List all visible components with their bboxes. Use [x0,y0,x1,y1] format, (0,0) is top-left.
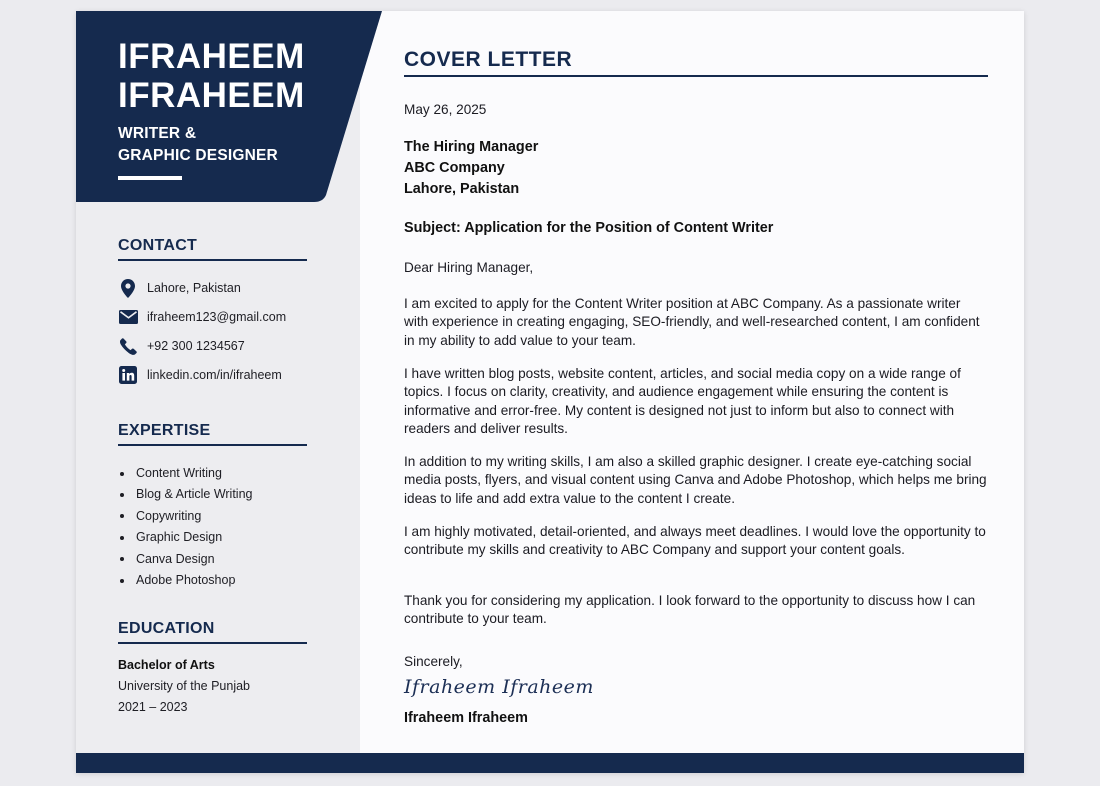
paragraph: I am highly motivated, detail-oriented, and always meet deadlines. I would love the opportunity to contribute my skills and creativity to ABC Company and support your content goals. [404,524,986,558]
bullet-icon [120,557,124,561]
location-pin-icon [118,278,138,298]
list-item: Content Writing [118,463,252,484]
education-school: University of the Punjab [118,679,251,693]
contact-linkedin-text: linkedin.com/in/ifraheem [147,368,282,382]
education-heading: EDUCATION [118,620,307,644]
cover-letter-page [76,11,1024,773]
name-line-2: IFRAHEEM [118,76,305,115]
list-item: Adobe Photoshop [118,570,252,591]
paragraph: In addition to my writing skills, I am also a skilled graphic designer. I create eye-catching social media posts, flyers, and visual content using Canva and Adobe Photoshop, which helps me bring ideas to life and add extra value to the content I create. [404,454,987,506]
cover-letter-title: COVER LETTER [404,48,988,77]
contact-heading: CONTACT [118,237,307,261]
recipient-line: Lahore, Pakistan [404,180,520,197]
candidate-name [118,37,305,115]
letter-closing: Sincerely, [404,654,463,669]
contact-email[interactable] [118,307,286,327]
contact-location [118,278,241,298]
paragraph: I am excited to apply for the Content Writer position at ABC Company. As a passionate writer with experience in creating engaging, SEO-friendly, and well-researched content, I am confident in my ability to add value to your team. [404,296,980,348]
role-line-1: WRITER & [118,125,197,142]
education-years: 2021 – 2023 [118,700,188,714]
candidate-role [118,123,278,167]
role-line-2: GRAPHIC DESIGNER [118,147,278,164]
bullet-icon [120,472,124,476]
linkedin-icon [118,365,138,385]
handwritten-signature: Ifraheem Ifraheem [404,676,594,698]
contact-email-text: ifraheem123@gmail.com [147,310,287,324]
recipient-line: The Hiring Manager [404,139,539,155]
bullet-icon [120,493,124,497]
contact-linkedin[interactable] [118,365,282,385]
paragraph: Thank you for considering my application. I look forward to the opportunity to discuss how I can contribute to your team. [404,593,976,627]
letter-subject: Subject: Application for the Position of Content Writer [404,220,774,236]
list-item: Blog & Article Writing [118,484,252,505]
signer-name: Ifraheem Ifraheem [404,710,528,726]
list-item: Graphic Design [118,527,252,548]
recipient-line: ABC Company [404,159,505,176]
contact-location-text: Lahore, Pakistan [147,281,241,295]
list-item: Canva Design [118,549,252,570]
expertise-heading: EXPERTISE [118,422,307,446]
contact-phone-text: +92 300 1234567 [147,339,245,353]
bullet-icon [120,579,124,583]
expertise-list [118,463,252,591]
list-item: Copywriting [118,506,252,527]
contact-phone[interactable] [118,336,245,356]
phone-icon [118,336,138,356]
education-degree: Bachelor of Arts [118,658,215,672]
role-underline [118,176,182,180]
recipient-block [404,137,988,199]
bullet-icon [120,536,124,540]
education-entry [118,655,250,718]
paragraph: I have written blog posts, website content, articles, and social media copy on a wide range of topics. I focus on clarity, creativity, and audience engagement while ensuring the content is informative and error-free. My content is designed not just to inform but also to connect with readers and deliver results. [404,366,961,437]
name-line-1: IFRAHEEM [118,37,305,76]
letter-date: May 26, 2025 [404,102,487,117]
footer-bar [76,753,1024,773]
envelope-icon [118,307,138,327]
bullet-icon [120,514,124,518]
letter-salutation: Dear Hiring Manager, [404,260,534,275]
